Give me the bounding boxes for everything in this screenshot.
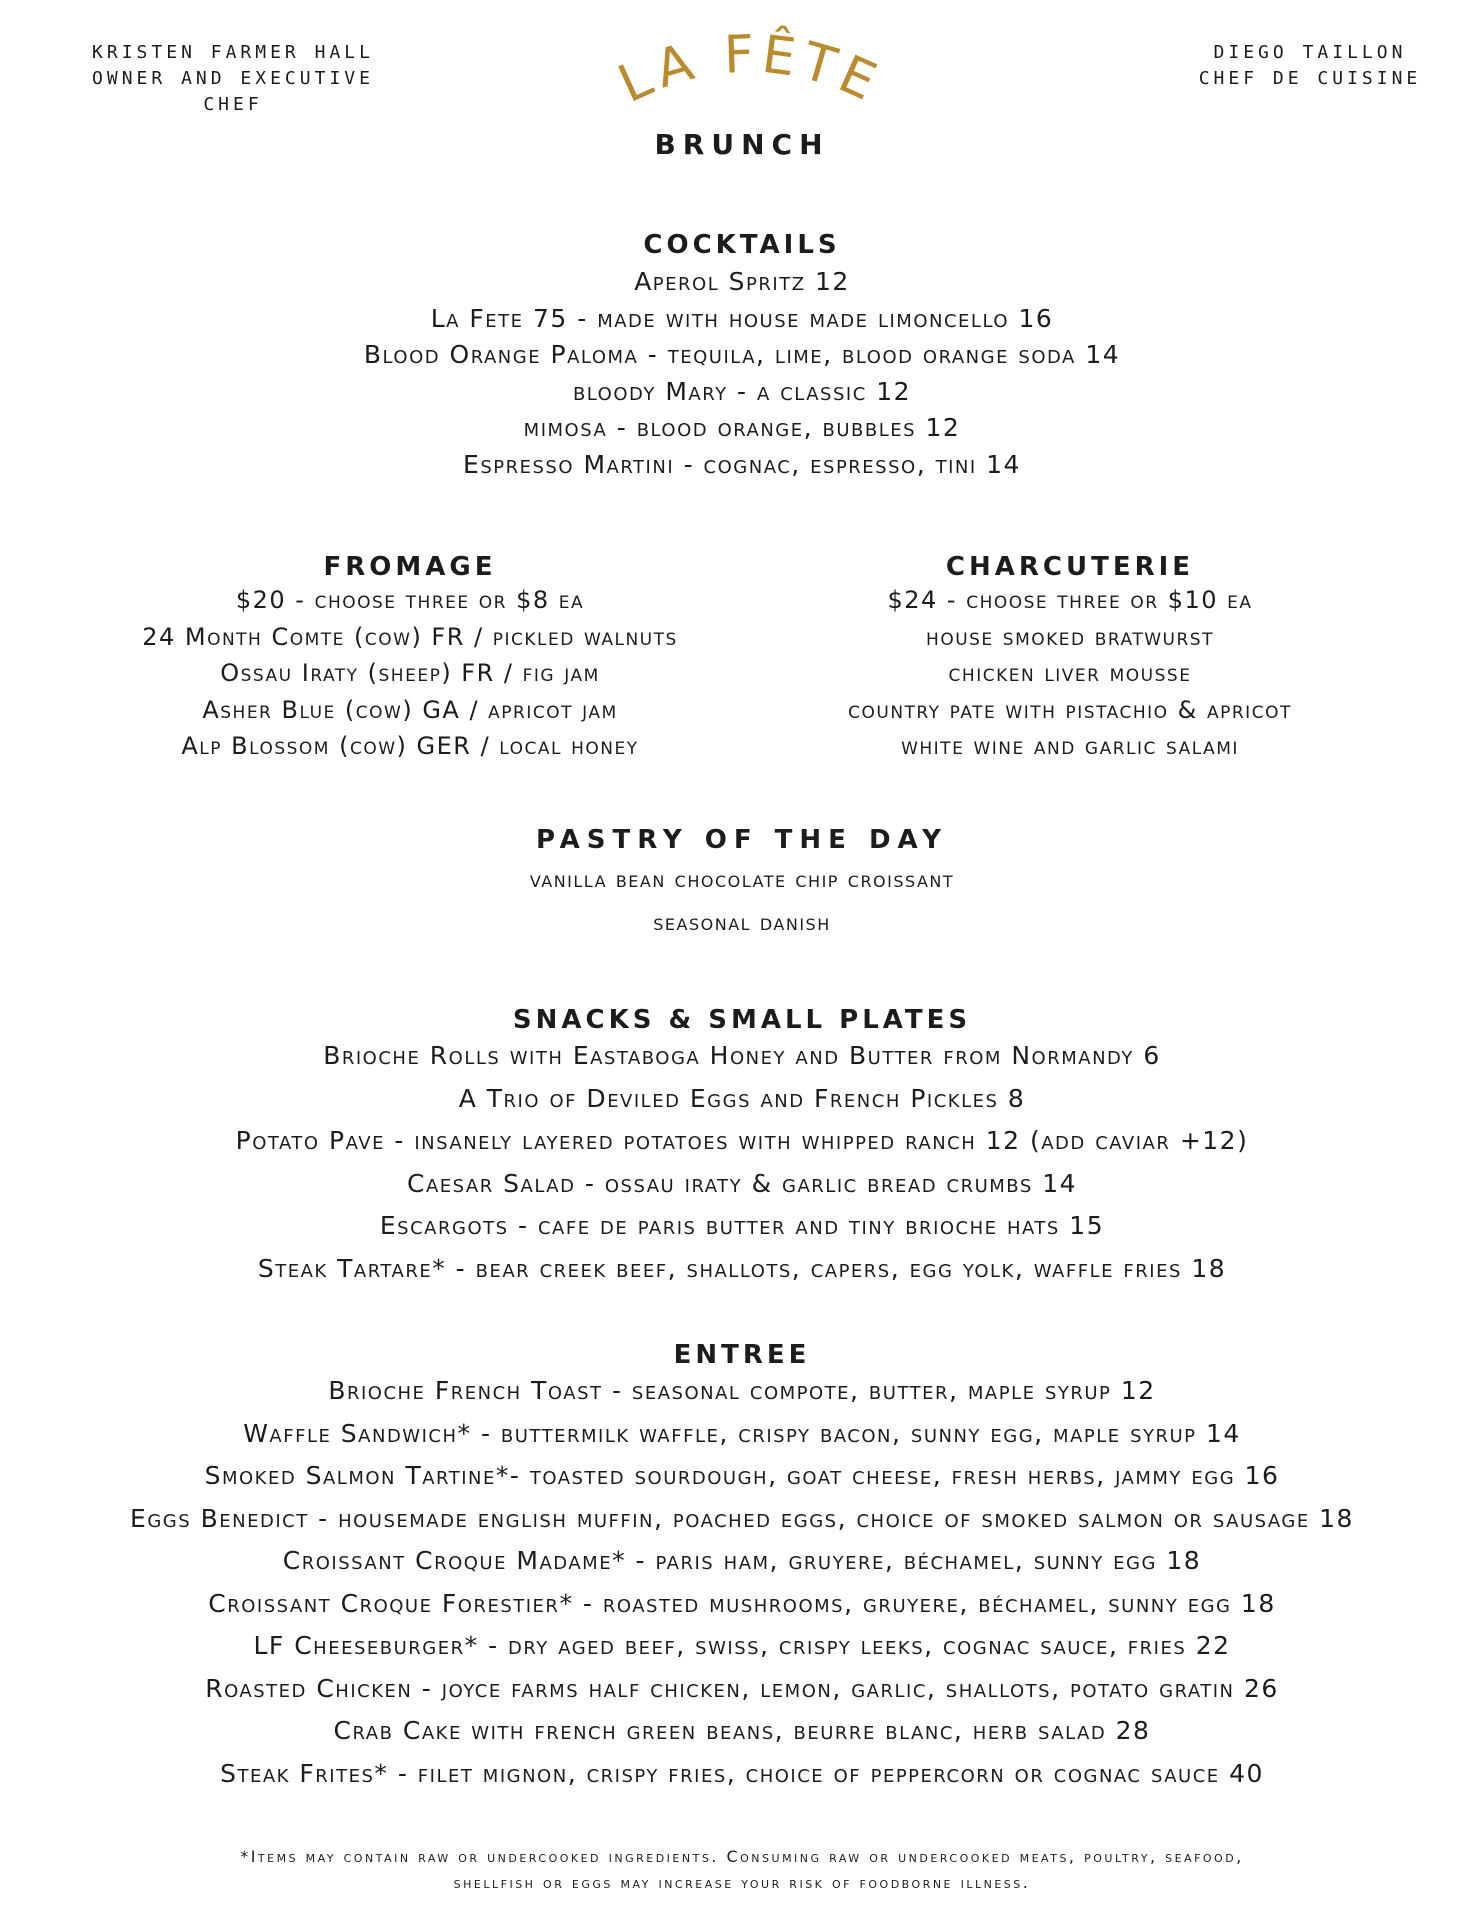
menu-item: white wine and garlic salami	[901, 732, 1239, 760]
entree-section	[0, 1340, 1484, 1795]
menu-item: country pate with pistachio & apricot	[848, 695, 1292, 724]
menu-item: bloody Mary - a classic 12	[572, 376, 912, 406]
la-fete-logo	[600, 18, 900, 118]
chef-de-cuisine-credit	[1160, 40, 1460, 92]
menu-item: Brioche Rolls with Eastaboga Honey and Butter from Normandy 6	[323, 1041, 1161, 1070]
menu-item: Smoked Salmon Tartine*- toasted sourdough, goat cheese, fresh herbs, jammy egg 16	[204, 1461, 1280, 1490]
menu-item: 24 Month Comte (cow) FR / pickled walnuts	[142, 622, 678, 651]
executive-chef-title: OWNER AND EXECUTIVE CHEF	[92, 68, 374, 115]
entree-heading: ENTREE	[673, 1340, 811, 1370]
menu-item: seasonal danish	[653, 910, 831, 936]
logo-text: LA FÊTE	[609, 24, 890, 115]
menu-item: mimosa - blood orange, bubbles 12	[523, 413, 961, 442]
executive-chef-credit	[58, 40, 408, 118]
snacks-section	[0, 1005, 1484, 1290]
menu-item: Aperol Spritz 12	[634, 267, 850, 296]
menu-item: Brioche French Toast - seasonal compote, butter, maple syrup 12	[328, 1376, 1156, 1405]
disclaimer-line-1: *Items may contain raw or undercooked ingredients. Consuming raw or undercooked meats, poultry, seafood,	[240, 1847, 1244, 1866]
menu-item: Crab Cake with french green beans, beurre blanc, herb salad 28	[333, 1716, 1151, 1745]
chef-de-cuisine-name: DIEGO TAILLON	[1213, 42, 1407, 63]
menu-item: Asher Blue (cow) GA / apricot jam	[202, 695, 618, 724]
menu-item: Eggs Benedict - housemade english muffin, poached eggs, choice of smoked salmon or sausage 18	[130, 1503, 1354, 1533]
cocktails-heading: COCKTAILS	[643, 230, 841, 260]
menu-item: vanilla bean chocolate chip croissant	[529, 867, 955, 893]
svg-text:LA FÊTE	[610, 24, 890, 115]
chef-de-cuisine-title: CHEF DE CUISINE	[1198, 68, 1422, 89]
pastry-section	[0, 825, 1484, 945]
menu-item: Steak Frites* - filet mignon, crispy fries, choice of peppercorn or cognac sauce 40	[220, 1758, 1264, 1788]
menu-item: Croissant Croque Forestier* - roasted mushrooms, gruyere, béchamel, sunny egg 18	[208, 1588, 1276, 1618]
menu-item: Espresso Martini - cognac, espresso, tini 14	[463, 449, 1021, 479]
menu-item: Waffle Sandwich* - buttermilk waffle, crispy bacon, sunny egg, maple syrup 14	[243, 1418, 1241, 1448]
executive-chef-name: KRISTEN FARMER HALL	[92, 42, 374, 63]
menu-title: BRUNCH	[654, 128, 830, 161]
menu-item: La Fete 75 - made with house made limoncello 16	[430, 303, 1054, 333]
menu-item: Steak Tartare* - bear creek beef, shallots, capers, egg yolk, waffle fries 18	[257, 1253, 1227, 1283]
menu-item: Alp Blossom (cow) GER / local honey	[181, 732, 639, 760]
menu-item: Croissant Croque Madame* - paris ham, gruyere, béchamel, sunny egg 18	[282, 1546, 1202, 1575]
menu-item: Blood Orange Paloma - tequila, lime, blood orange soda 14	[363, 340, 1121, 369]
pastry-heading: PASTRY OF THE DAY	[536, 825, 948, 855]
fromage-pricing: $20 - choose three or $8 ea	[235, 586, 585, 614]
charcuterie-heading: CHARCUTERIE	[945, 552, 1195, 582]
menu-item: Ossau Iraty (sheep) FR / fig jam	[220, 659, 600, 687]
raw-food-disclaimer	[0, 1844, 1484, 1896]
fromage-heading: FROMAGE	[323, 552, 497, 582]
menu-item: Potato Pave - insanely layered potatoes with whipped ranch 12 (add caviar +12)	[235, 1126, 1249, 1155]
menu-item: LF Cheeseburger* - dry aged beef, swiss, crispy leeks, cognac sauce, fries 22	[253, 1631, 1231, 1660]
menu-item: chicken liver mousse	[948, 659, 1192, 687]
charcuterie-section	[770, 552, 1370, 765]
disclaimer-line-2: shellfish or eggs may increase your risk of foodborne illness.	[453, 1873, 1031, 1892]
menu-item: Roasted Chicken - joyce farms half chicken, lemon, garlic, shallots, potato gratin 26	[205, 1673, 1279, 1703]
menu-item: house smoked bratwurst	[926, 622, 1214, 651]
menu-item: Caesar Salad - ossau iraty & garlic bread crumbs 14	[406, 1168, 1078, 1198]
snacks-heading: SNACKS & SMALL PLATES	[512, 1005, 972, 1035]
menu-item: A Trio of Deviled Eggs and French Pickles 8	[458, 1083, 1026, 1113]
cocktails-section	[0, 230, 1484, 483]
fromage-section	[60, 552, 760, 765]
charcuterie-pricing: $24 - choose three or $10 ea	[887, 586, 1253, 614]
menu-item: Escargots - cafe de paris butter and tiny brioche hats 15	[379, 1211, 1105, 1240]
